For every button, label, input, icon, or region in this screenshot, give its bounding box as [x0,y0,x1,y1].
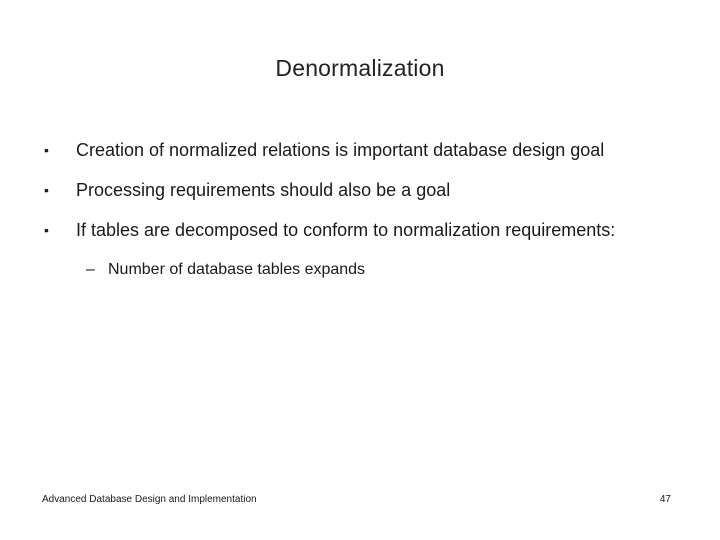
bullet-text: Creation of normalized relations is important database design goal [76,140,605,160]
bullet-marker: • [44,222,49,238]
sub-bullet-marker: – [86,261,95,278]
sub-bullet-text: Number of database tables expands [108,261,366,278]
bullet-text: If tables are decomposed to conform to normalization requirements: [76,220,616,240]
bullet-marker: • [44,182,49,198]
bullet-marker: • [44,142,49,158]
footer-page-number: 47 [659,494,671,505]
footer-course-title: Advanced Database Design and Implementation [42,494,257,505]
bullet-text: Processing requirements should also be a goal [76,180,451,200]
slide-title: Denormalization [275,55,445,81]
